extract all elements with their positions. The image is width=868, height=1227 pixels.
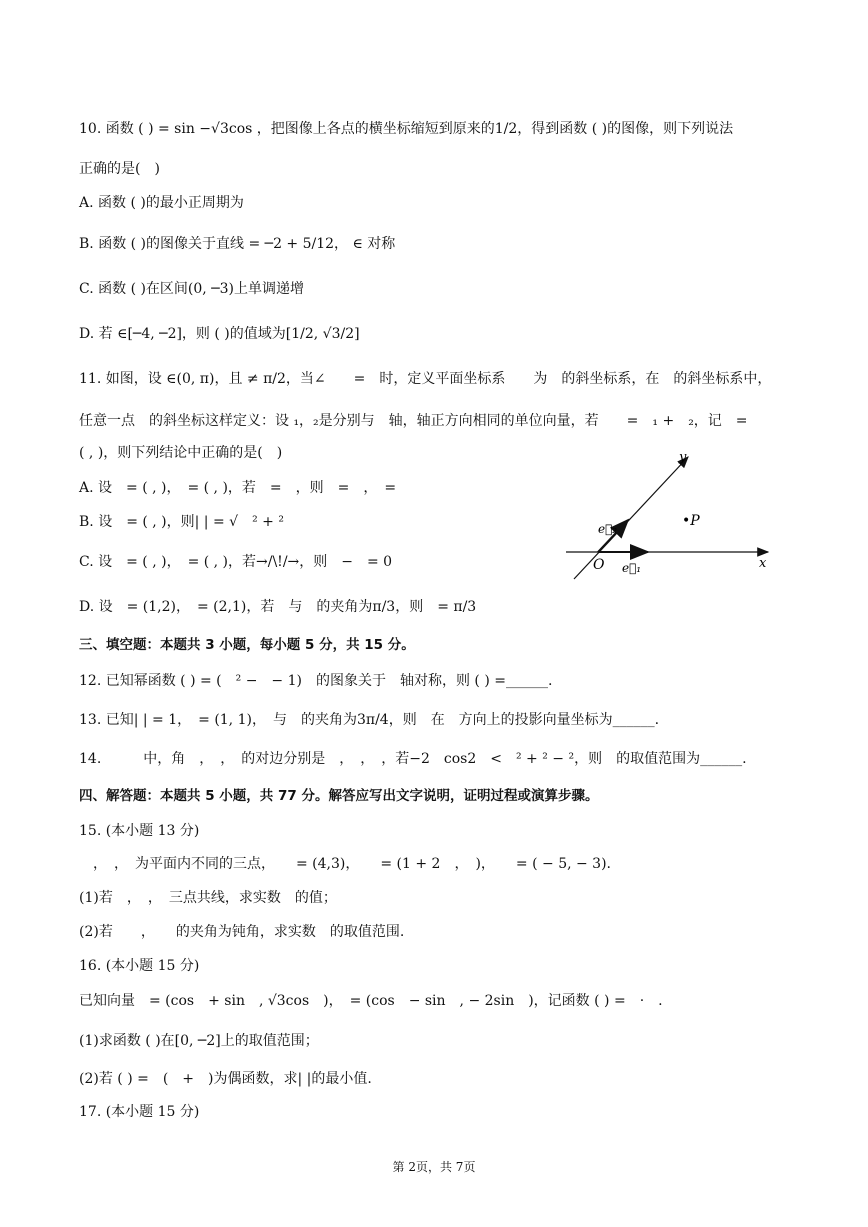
q10-option-a: A. 函数 ( )的最小正周期为: [79, 195, 244, 211]
q11-stem-line2: 任意一点 的斜坐标这样定义：设 ₁，₂是分别与 轴，轴正方向相同的单位向量，若 = ₁ + ₂，记 =: [79, 413, 748, 429]
x-axis-label: x: [759, 556, 767, 571]
q16-header: 16. (本小题 15 分): [79, 958, 200, 974]
q10-stem-line2: 正确的是( ): [79, 161, 160, 177]
q15-part1: (1)若 ， ， 三点共线，求实数 的值；: [79, 890, 337, 906]
y-axis-label: y: [679, 450, 687, 465]
q11-stem-line1: 11. 如图，设 ∈(0, π)，且 ≠ π/2，当∠ = 时，定义平面坐标系 为 的斜坐标系，在 的斜坐标系中，: [79, 371, 772, 387]
e2-label: e⃗₂: [598, 522, 618, 536]
oblique-coordinate-figure: [562, 447, 782, 587]
q15-header: 15. (本小题 13 分): [79, 823, 200, 839]
q11-stem-line3: ( , )，则下列结论中正确的是( ): [79, 445, 283, 461]
point-p-label: •P: [682, 513, 700, 529]
q10-option-d: D. 若 ∈[─4, ─2]，则 ( )的值域为[1/2, √3/2]: [79, 326, 360, 342]
q15-stem: ， ， 为平面内不同的三点， = (4,3)， = (1 + 2 ， )， = ( − 5, − 3).: [79, 856, 611, 872]
q11-option-b: B. 设 = ( , )，则| | = √ ² + ²: [79, 514, 284, 530]
q11-option-d: D. 设 = (1,2)， = (2,1)，若 与 的夹角为π/3，则 = π/3: [79, 599, 477, 615]
page-footer: 第 2页，共 7页: [392, 1160, 476, 1174]
q14: 14. 中，角 ， ， 的对边分别是 ， ， ，若−2 cos2 < ² + ² − ²，则 的取值范围为______.: [79, 751, 747, 767]
q16-stem: 已知向量 = (cos + sin , √3cos )， = (cos − sin , − 2sin )，记函数 ( ) = · .: [79, 993, 663, 1009]
q15-part2: (2)若 ， 的夹角为钝角，求实数 的取值范围.: [79, 924, 405, 940]
section-3-heading: 三、填空题：本题共 3 小题，每小题 5 分，共 15 分。: [79, 637, 415, 653]
q10-option-b: B. 函数 ( )的图像关于直线 = ─2 + 5/12， ∈ 对称: [79, 236, 396, 252]
q10-option-c: C. 函数 ( )在区间(0, ─3)上单调递增: [79, 281, 305, 297]
q12: 12. 已知幂函数 ( ) = ( ² − − 1) 的图象关于 轴对称，则 ( ) =______.: [79, 673, 553, 689]
q16-part1: (1)求函数 ( )在[0, ─2]上的取值范围；: [79, 1033, 319, 1049]
section-4-heading: 四、解答题：本题共 5 小题，共 77 分。解答应写出文字说明，证明过程或演算步骤。: [79, 788, 599, 804]
q17-header: 17. (本小题 15 分): [79, 1104, 200, 1120]
q11-option-a: A. 设 = ( , )， = ( , )，若 = ，则 = ， =: [79, 480, 397, 496]
q11-option-c: C. 设 = ( , )， = ( , )，若→/\!/→，则 − = 0: [79, 554, 393, 570]
q13: 13. 已知| | = 1， = (1, 1)， 与 的夹角为3π/4，则 在 方向上的投影向量坐标为______.: [79, 712, 660, 728]
q10-stem-line1: 10. 函数 ( ) = sin −√3cos ，把图像上各点的横坐标缩短到原来的1/2，得到函数 ( )的图像，则下列说法: [79, 121, 734, 137]
q16-part2: (2)若 ( ) = ( + )为偶函数，求| |的最小值.: [79, 1071, 372, 1087]
origin-label: O: [593, 557, 605, 573]
e1-label: e⃗₁: [622, 561, 642, 575]
